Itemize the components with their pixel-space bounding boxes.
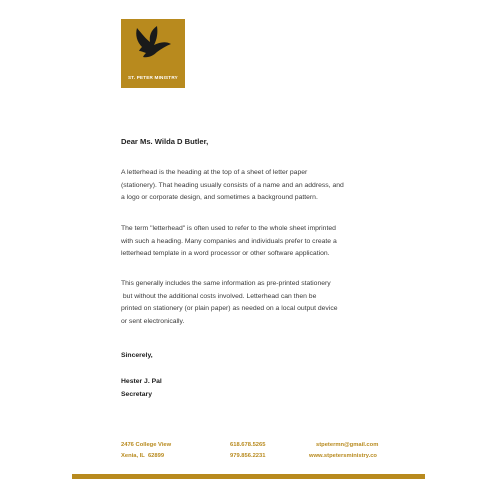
signature-title: Secretary <box>121 391 152 398</box>
paragraph-2 <box>121 223 391 261</box>
paragraph-1 <box>121 167 391 205</box>
paragraph-line: but without the additional costs involved. Letterhead can then be <box>121 292 317 300</box>
footer-address-line1: 2476 College View <box>121 442 172 448</box>
paragraph-line: letterhead template in a word processor or other software application. <box>121 250 330 257</box>
footer-address-line2: Xenia, IL 62899 <box>121 453 165 459</box>
footer-email: stpetermn@gmail.com <box>316 442 379 448</box>
ministry-logo <box>121 19 185 88</box>
paragraph-line: a logo or corporate design, and sometimes a background pattern. <box>121 194 318 201</box>
paragraph-line: printed on stationery (or plain paper) as needed on a local output device <box>121 305 338 312</box>
paragraph-line: with such a heading. Many companies and individuals prefer to create a <box>121 237 337 245</box>
signature-name: Hester J. Pal <box>121 378 162 385</box>
paragraph-line: A letterhead is the heading at the top of a sheet of letter paper <box>121 169 308 176</box>
footer-accent-bar <box>72 474 425 479</box>
footer-phone-2: 979.856.2231 <box>230 453 266 459</box>
logo-text: ST. PETER MINISTRY <box>128 75 178 80</box>
dove-icon <box>133 25 173 61</box>
salutation: Dear Ms. Wilda D Butler, <box>121 137 209 146</box>
paragraph-line: The term "letterhead" is often used to refer to the whole sheet imprinted <box>121 225 336 232</box>
footer-phone-1: 618.678.5265 <box>230 442 266 448</box>
closing: Sincerely, <box>121 352 153 359</box>
paragraph-line: or sent electronically. <box>121 317 185 325</box>
paragraph-3 <box>121 278 391 328</box>
paragraph-line: This generally includes the same information as pre-printed stationery <box>121 280 331 287</box>
paragraph-line: (stationery). That heading usually consists of a name and an address, and <box>121 181 344 189</box>
footer-website: www.stpetersministry.co <box>309 453 377 459</box>
